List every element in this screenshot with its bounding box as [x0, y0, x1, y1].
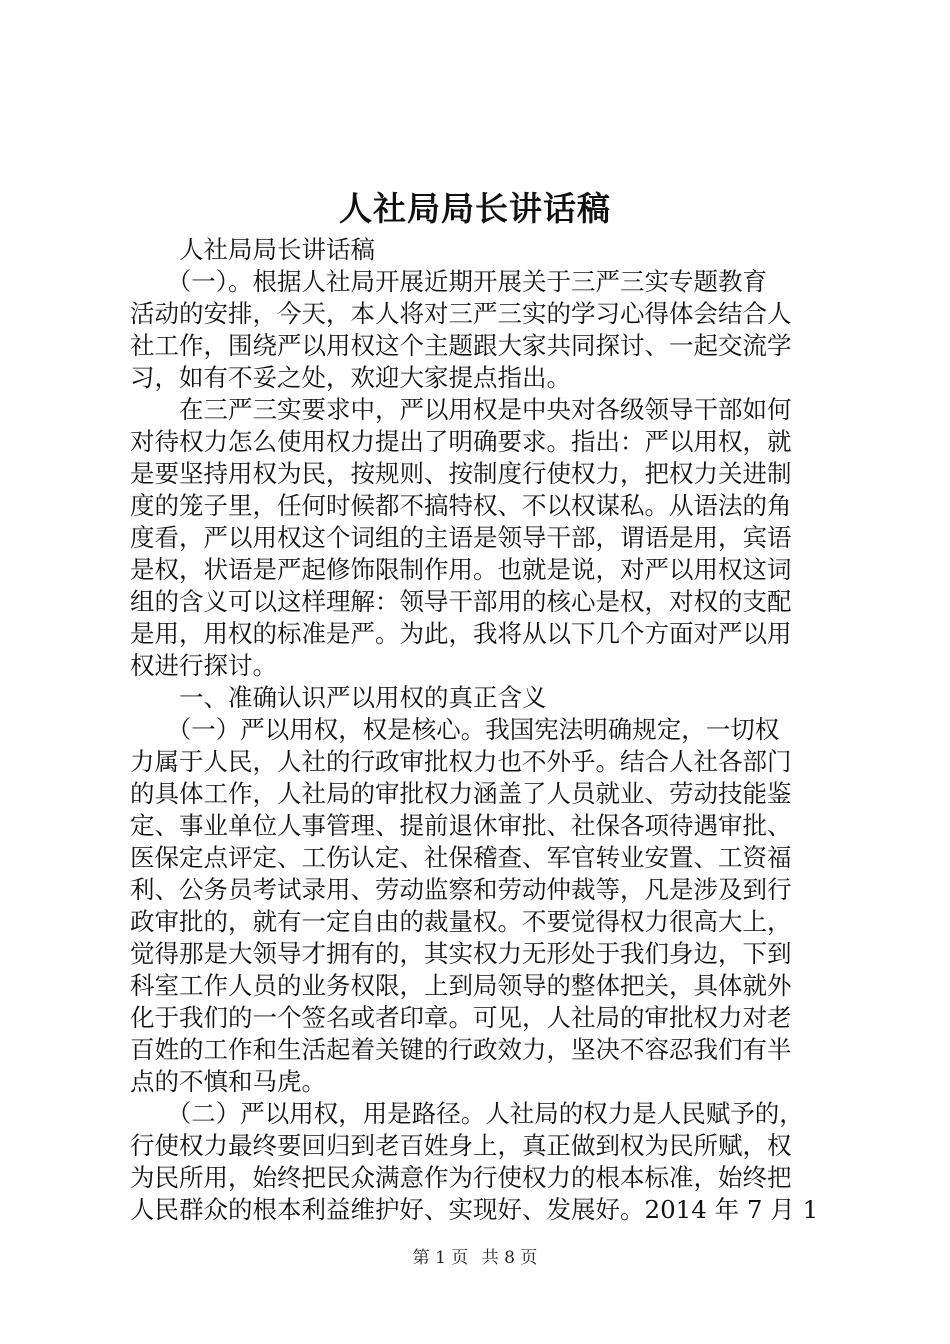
text-line: 力属于人民，人社的行政审批权力也不外乎。结合人社各部门: [130, 747, 792, 776]
page-number: 第 1 页: [412, 1248, 469, 1268]
text-line: 在三严三实要求中，严以用权是中央对各级领导干部如何: [130, 395, 792, 424]
text-line: 定、事业单位人事管理、提前退休审批、社保各项待遇审批、: [130, 811, 792, 840]
text-line: 对待权力怎么使用权力提出了明确要求。指出：严以用权，就: [130, 427, 792, 456]
text-line: 是用，用权的标准是严。为此，我将从以下几个方面对严以用: [130, 619, 792, 648]
text-line: 为民所用，始终把民众满意作为行使权力的根本标准，始终把: [130, 1163, 792, 1192]
text-line: 习，如有不妥之处，欢迎大家提点指出。: [130, 363, 571, 392]
text-line: 度看，严以用权这个词组的主语是领导干部，谓语是用，宾语: [130, 523, 792, 552]
text-line: 觉得那是大领导才拥有的，其实权力无形处于我们身边，下到: [130, 939, 792, 968]
text-line: 是权，状语是严起修饰限制作用。也就是说，对严以用权这词: [130, 555, 792, 584]
text-line: 活动的安排，今天，本人将对三严三实的学习心得体会结合人: [130, 299, 792, 328]
document-title: 人社局局长讲话稿: [339, 189, 611, 228]
text-line: 一、准确认识严以用权的真正含义: [130, 683, 547, 712]
text-line: 组的含义可以这样理解：领导干部用的核心是权，对权的支配: [130, 587, 792, 616]
text-line: （一）严以用权，权是核心。我国宪法明确规定，一切权: [130, 715, 780, 744]
text-line: 利、公务员考试录用、劳动监察和劳动仲裁等，凡是涉及到行: [130, 875, 792, 904]
page-footer: [0, 1243, 950, 1268]
text-line: 行使权力最终要回归到老百姓身上，真正做到权为民所赋，权: [130, 1131, 792, 1160]
text-line: 是要坚持用权为民，按规则、按制度行使权力，把权力关进制: [130, 459, 792, 488]
text-line: （二）严以用权，用是路径。人社局的权力是人民赋予的，: [130, 1099, 804, 1128]
text-line: 度的笼子里，任何时候都不搞特权、不以权谋私。从语法的角: [130, 491, 792, 520]
text-line: 社工作，围绕严以用权这个主题跟大家共同探讨、一起交流学: [130, 331, 792, 360]
text-line: 医保定点评定、工伤认定、社保稽查、军官转业安置、工资福: [130, 843, 792, 872]
text-line: 人社局局长讲话稿: [130, 235, 375, 264]
text-line: 百姓的工作和生活起着关键的行政效力，坚决不容忍我们有半: [130, 1035, 792, 1064]
document-body: [130, 234, 830, 1226]
text-line: 人民群众的根本利益维护好、实现好、发展好。2014 年 7 月 1: [130, 1195, 819, 1224]
text-line: （一）。根据人社局开展近期开展关于三严三实专题教育: [130, 267, 767, 296]
page-total: 共 8 页: [481, 1248, 538, 1268]
text-line: 点的不慎和马虎。: [130, 1067, 326, 1096]
text-line: 政审批的，就有一定自由的裁量权。不要觉得权力很高大上，: [130, 907, 792, 936]
text-line: 化于我们的一个签名或者印章。可见，人社局的审批权力对老: [130, 1003, 792, 1032]
text-line: 的具体工作，人社局的审批权力涵盖了人员就业、劳动技能鉴: [130, 779, 792, 808]
text-line: 权进行探讨。: [130, 651, 277, 680]
text-line: 科室工作人员的业务权限，上到局领导的整体把关，具体就外: [130, 971, 792, 1000]
